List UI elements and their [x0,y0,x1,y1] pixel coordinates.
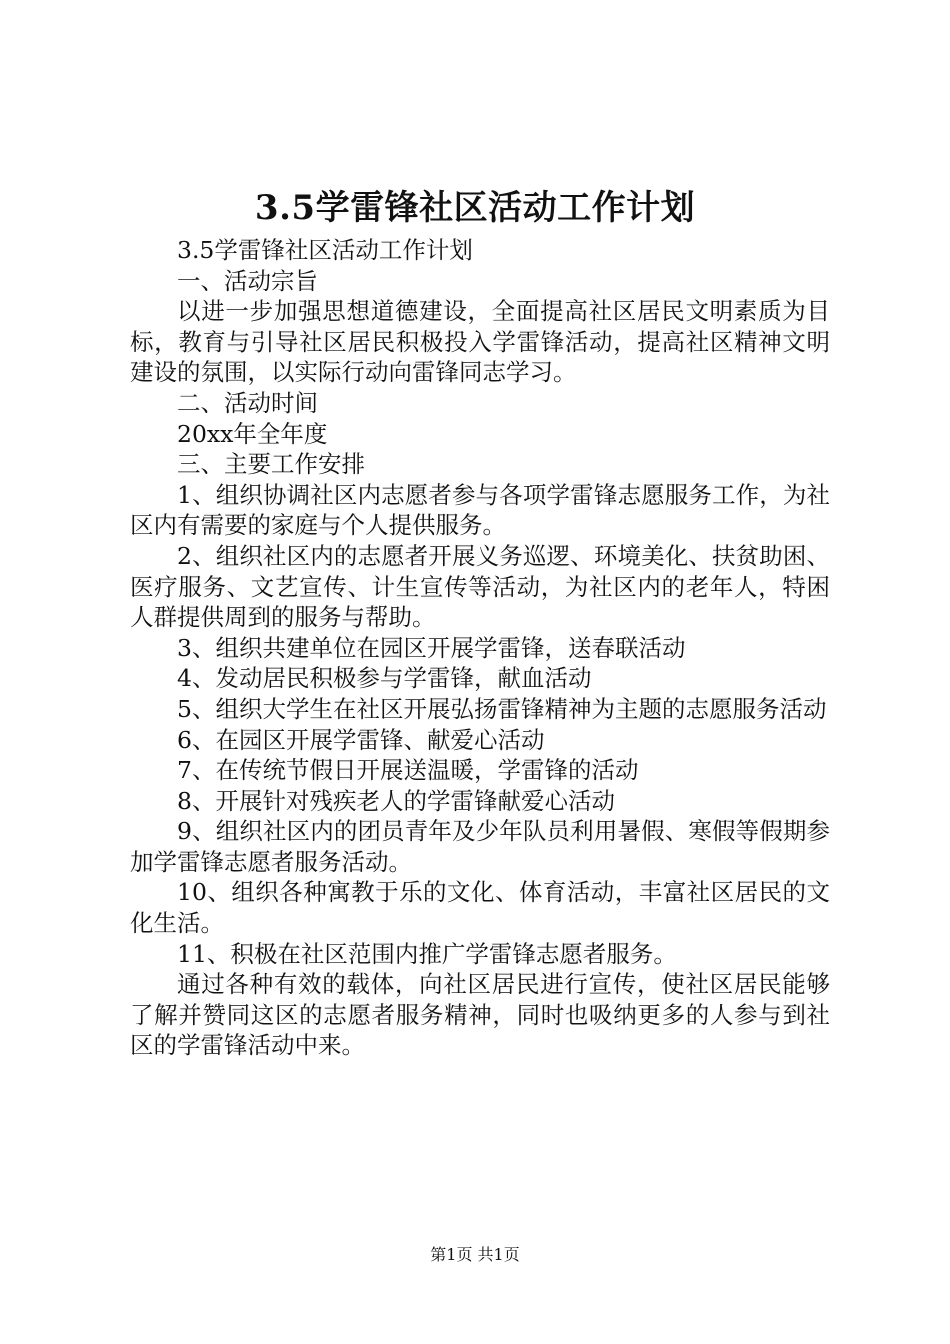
list-item: 1、组织协调社区内志愿者参与各项学雷锋志愿服务工作，为社区内有需要的家庭与个人提供服务。 [130,480,830,540]
paragraph-purpose: 以进一步加强思想道德建设，全面提高社区居民文明素质为目标，教育与引导社区居民积极投入学雷锋活动，提高社区精神文明建设的氛围，以实际行动向雷锋同志学习。 [130,297,830,387]
section-heading-arrangement: 三、主要工作安排 [177,450,365,479]
list-item: 11、积极在社区范围内推广学雷锋志愿者服务。 [177,939,677,968]
section-heading-time: 二、活动时间 [177,388,318,417]
list-item: 6、在园区开展学雷锋、献爱心活动 [177,725,545,754]
paragraph-conclusion: 通过各种有效的载体，向社区居民进行宣传，使社区居民能够了解并赞同这区的志愿者服务精神，同时也吸纳更多的人参与到社区的学雷锋活动中来。 [130,970,830,1060]
list-item: 8、开展针对残疾老人的学雷锋献爱心活动 [177,786,615,815]
section-heading-purpose: 一、活动宗旨 [177,266,318,295]
list-item: 3、组织共建单位在园区开展学雷锋，送春联活动 [177,633,686,662]
page-title: 3.5学雷锋社区活动工作计划 [254,188,696,228]
list-item: 10、组织各种寓教于乐的文化、体育活动，丰富社区居民的文化生活。 [130,878,830,938]
list-item: 7、在传统节假日开展送温暖，学雷锋的活动 [177,756,639,785]
document-body [130,235,830,1061]
list-item: 9、组织社区内的团员青年及少年队员利用暑假、寒假等假期参加学雷锋志愿者服务活动。 [130,817,830,876]
paragraph-subtitle: 3.5学雷锋社区活动工作计划 [177,236,473,264]
list-item: 4、发动居民积极参与学雷锋，献血活动 [177,664,592,693]
list-item: 5、组织大学生在社区开展弘扬雷锋精神为主题的志愿服务活动 [177,694,827,723]
paragraph-time: 20xx年全年度 [177,419,328,448]
page-footer: 第1页 共1页 [430,1245,520,1264]
list-item: 2、组织社区内的志愿者开展义务巡逻、环境美化、扶贫助困、医疗服务、文艺宣传、计生宣传等活动，为社区内的老年人，特困人群提供周到的服务与帮助。 [130,541,830,632]
